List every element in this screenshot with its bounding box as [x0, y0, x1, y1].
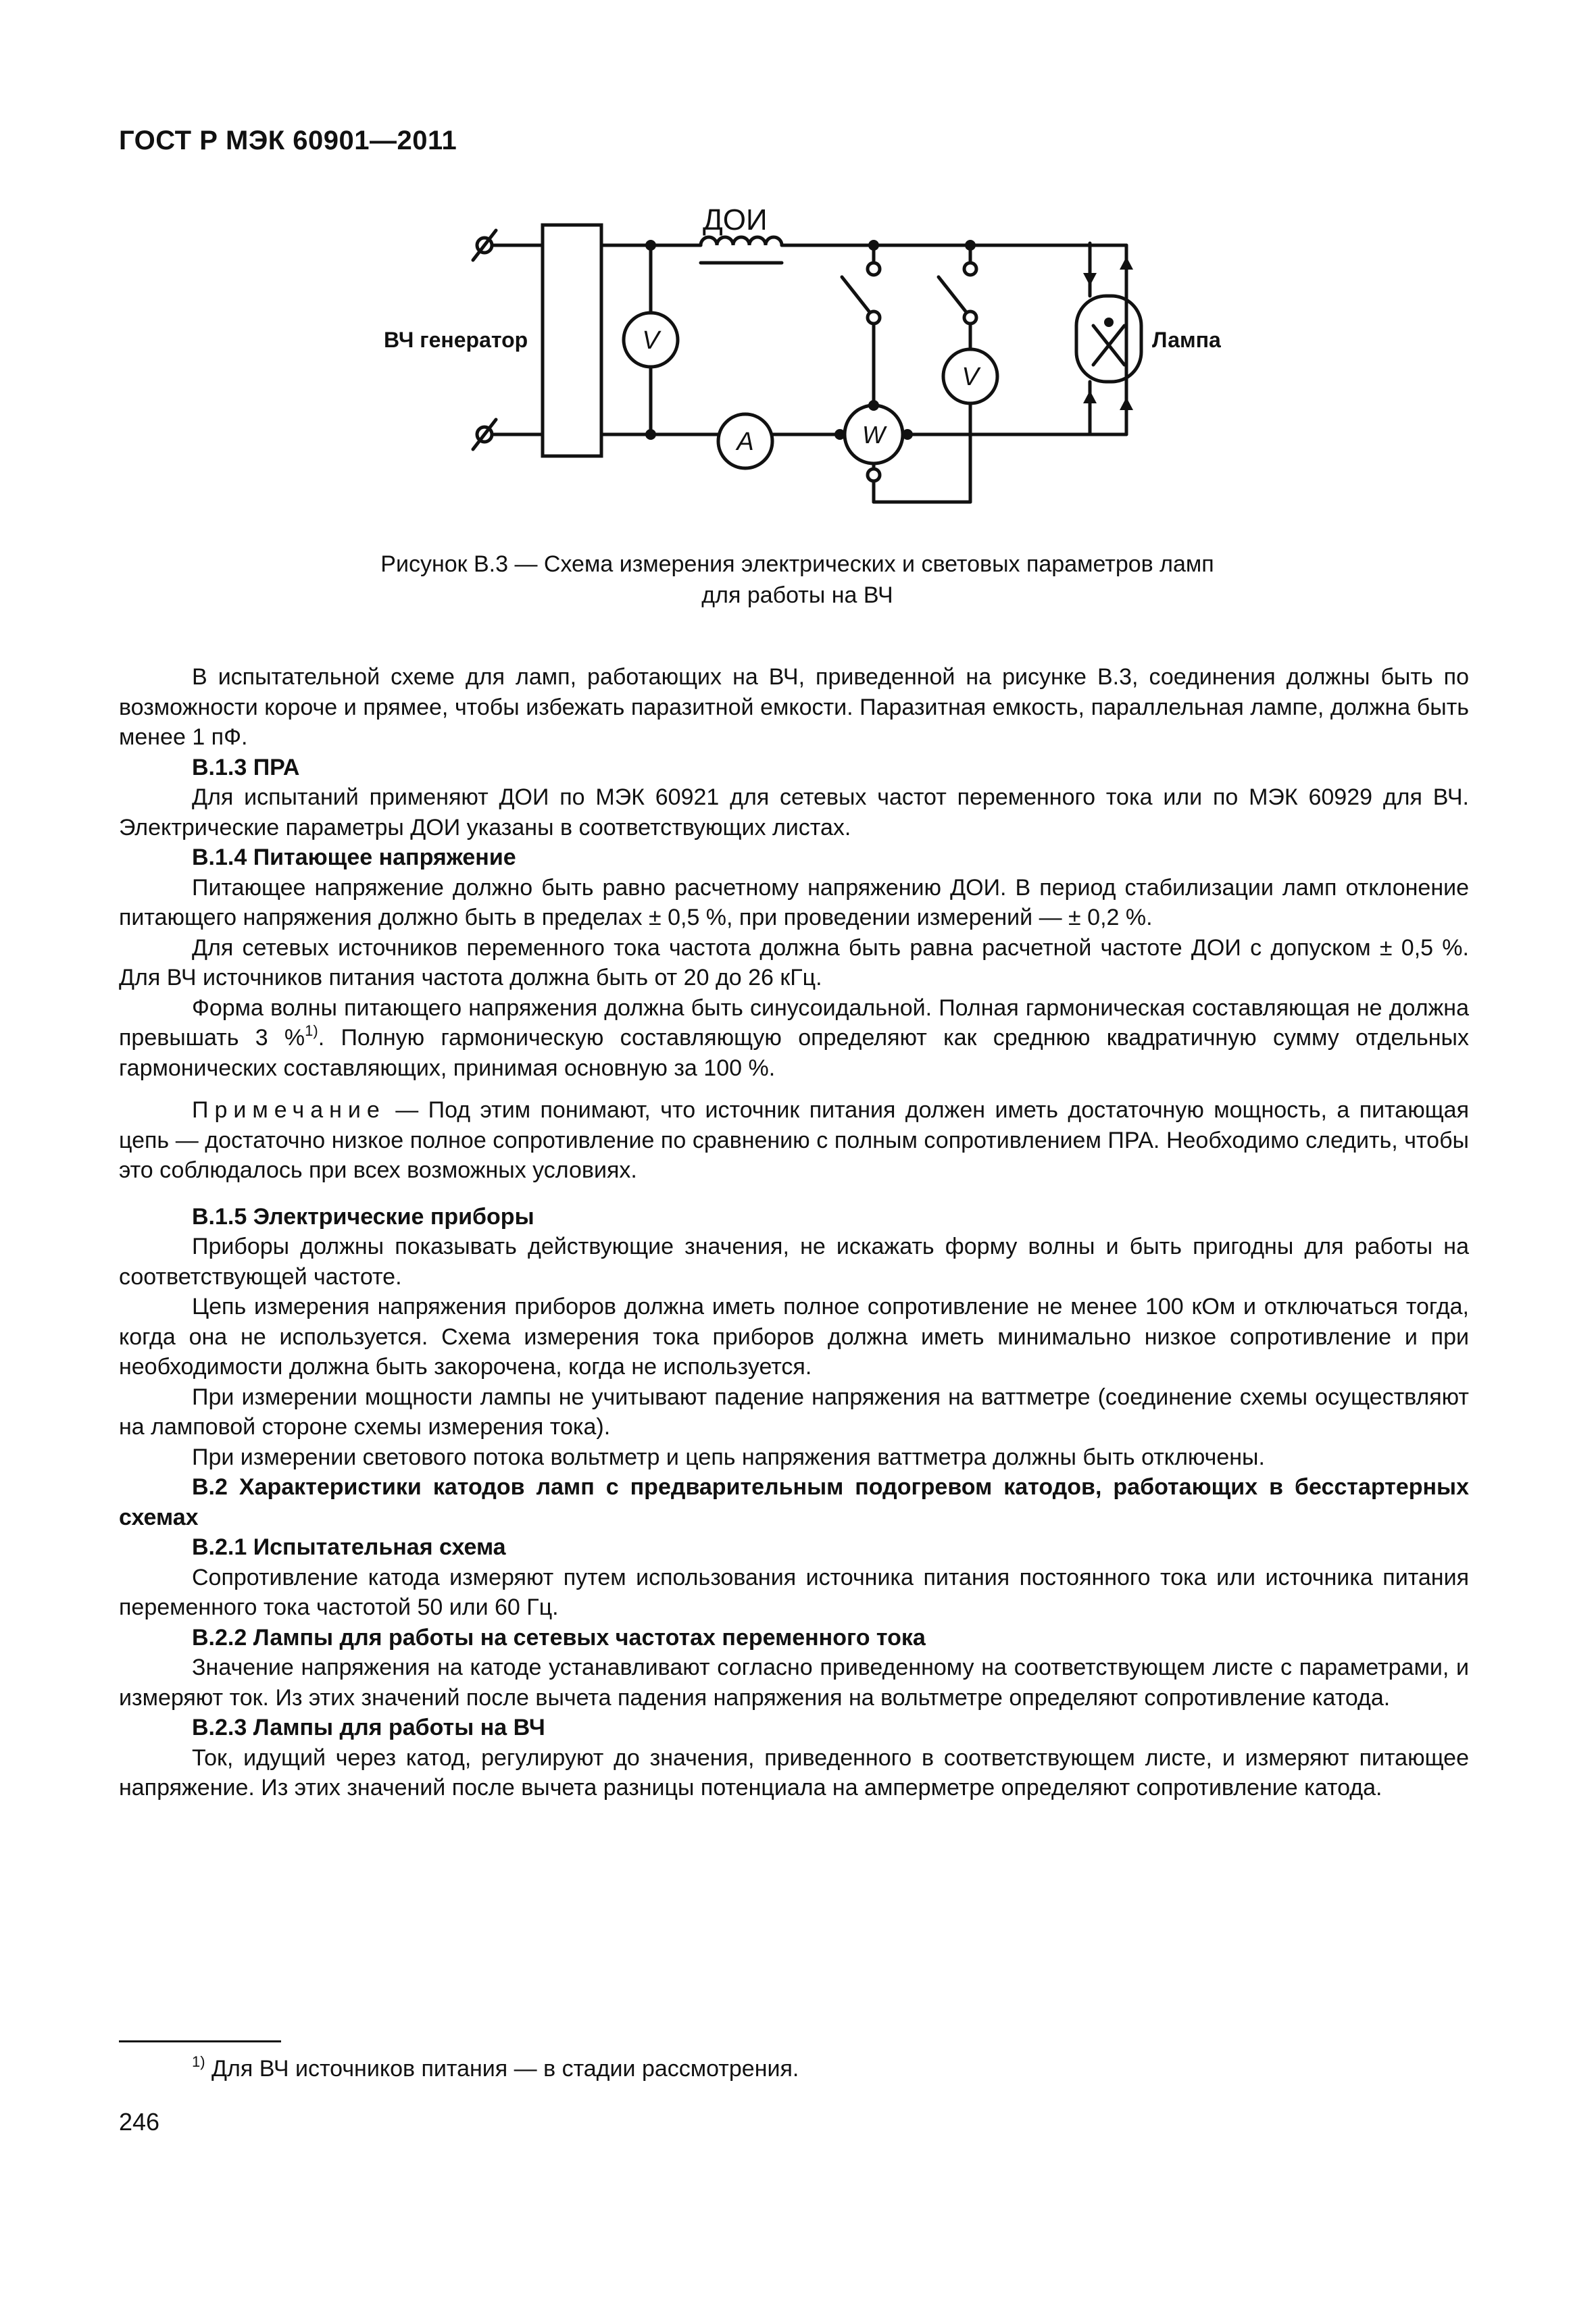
heading-b21: В.2.1 Испытательная схема [192, 1534, 506, 1560]
voltmeter-generator-label: V [642, 326, 659, 355]
switch-2-contact-top [964, 263, 976, 275]
switch-2-contact-bottom [964, 311, 976, 324]
paragraph-b15-2: Цепь измерения напряжения приборов должна иметь полное сопротивление не менее 100 кОм и отключаться тогда, когда она не используется. Схема измерения тока приборов должна иметь минимально низкое сопротивление и при необходимости должна быть закорочена, когда не используется. [119, 1294, 1469, 1380]
ammeter-label: A [737, 428, 754, 456]
label-ballast: ДОИ [703, 203, 768, 236]
arrow-head-2 [1120, 257, 1133, 270]
label-generator: ВЧ генератор [384, 328, 528, 352]
page-number: 246 [119, 2108, 160, 2136]
arrow-head-3 [1083, 391, 1097, 403]
voltmeter-lamp-label: V [962, 363, 979, 391]
paragraph-b14-3-start: Форма волны питающего напряжения должна быть синусоидальной. Полная гармоническая составляющая не должна превышать 3 % [119, 995, 1469, 1051]
figure-caption [203, 549, 1392, 611]
paragraph-b22: Значение напряжения на катоде устанавливают согласно приведенному на соответствующем листе с параметрами, и измеряют ток. Из этих значений после вычета падения напряжения на вольтметре определяют сопротивление катода. [119, 1655, 1469, 1711]
footnote-text: Для ВЧ источников питания — в стадии рассмотрения. [205, 2056, 799, 2082]
paragraph-b15-4: При измерении светового потока вольтметр и цепь напряжения ваттметра должны быть отключены. [192, 1444, 1265, 1470]
switch-1-contact-top [868, 263, 880, 275]
wattmeter-bottom-terminal [868, 469, 880, 481]
paragraph-intro: В испытательной схеме для ламп, работающих на ВЧ, приведенной на рисунке В.3, соединения должны быть по возможности короче и прямее, чтобы избежать паразитной емкости. Паразитная емкость, параллельная лампе, должна быть менее 1 пФ. [119, 664, 1469, 750]
paragraph-b21: Сопротивление катода измеряют путем использования источника питания постоянного тока или источника питания переменного тока частотой 50 или 60 Гц. [119, 1564, 1469, 1620]
ballast-inductor [701, 237, 782, 245]
heading-b2: В.2 Характеристики катодов ламп с предварительным подогревом катодов, работающих в бесстартерных схемах [119, 1474, 1469, 1530]
document-header: ГОСТ Р МЭК 60901—2011 [119, 126, 457, 155]
note-text: — Под этим понимают, что источник питания должен иметь достаточную мощность, а питающая цепь — достаточно низкое полное сопротивление по сравнению с полным сопротивлением ПРА. Необходимо следить, чтобы это соблюдалось при всех возможных условиях. [119, 1097, 1469, 1183]
footnote-reference: 1) [305, 1022, 318, 1039]
heading-b23: В.2.3 Лампы для работы на ВЧ [192, 1715, 545, 1740]
label-lamp: Лампа [1152, 328, 1221, 352]
paragraph-b14-1: Питающее напряжение должно быть равно расчетному напряжению ДОИ. В период стабилизации ламп отклонение питающего напряжения должно быть в пределах ± 0,5 %, при проведении измерений — ± 0,2 %. [119, 874, 1469, 930]
wattmeter-label: W [862, 421, 885, 449]
footnote [192, 2054, 799, 2084]
note [119, 1095, 1469, 1186]
paragraph-b13: Для испытаний применяют ДОИ по МЭК 60921 для сетевых частот переменного тока или по МЭК 60929 для ВЧ. Электрические параметры ДОИ указаны в соответствующих листах. [119, 784, 1469, 840]
paragraph-b14-3-end: . Полную гармоническую составляющую определяют как среднюю квадратичную сумму отдельных гармонических составляющих, принимая основную за 100 %. [119, 1025, 1469, 1081]
hf-generator-box [543, 225, 601, 456]
arrow-head-4 [1120, 397, 1133, 410]
footnote-separator [119, 2040, 281, 2042]
measurement-circuit-diagram [0, 196, 1596, 534]
lamp-symbol [1076, 296, 1141, 382]
caption-line-2: для работы на ВЧ [701, 582, 893, 608]
footnote-marker: 1) [192, 2053, 205, 2070]
switch-1-contact-bottom [868, 311, 880, 324]
note-label: Примечание [192, 1097, 386, 1123]
heading-b13: В.1.3 ПРА [192, 754, 300, 780]
paragraph-b15-1: Приборы должны показывать действующие значения, не искажать форму волны и быть пригодны для работы на соответствующей частоте. [119, 1234, 1469, 1290]
arrow-head-1 [1083, 273, 1097, 286]
document-body [119, 662, 1469, 1803]
heading-b15: В.1.5 Электрические приборы [192, 1203, 534, 1230]
paragraph-b14-3 [119, 993, 1469, 1084]
heading-b14: В.1.4 Питающее напряжение [192, 845, 516, 870]
paragraph-b23: Ток, идущий через катод, регулируют до значения, приведенного в соответствующем листе, и измеряют питающее напряжение. Из этих значений после вычета разницы потенциала на амперметре определяют сопротивление катода. [119, 1744, 1469, 1801]
paragraph-b14-2: Для сетевых источников переменного тока частота должна быть равна расчетной частоте ДОИ с допуском ± 0,5 %. Для ВЧ источников питания частота должна быть от 20 до 26 кГц. [119, 934, 1469, 990]
paragraph-b15-3: При измерении мощности лампы не учитывают падение напряжения на ваттметре (соединение схемы осуществляют на ламповой стороне схемы измерения тока). [119, 1384, 1469, 1440]
caption-line-1: Рисунок В.3 — Схема измерения электрических и световых параметров ламп [380, 551, 1214, 577]
heading-b22: В.2.2 Лампы для работы на сетевых частотах переменного тока [192, 1624, 926, 1651]
